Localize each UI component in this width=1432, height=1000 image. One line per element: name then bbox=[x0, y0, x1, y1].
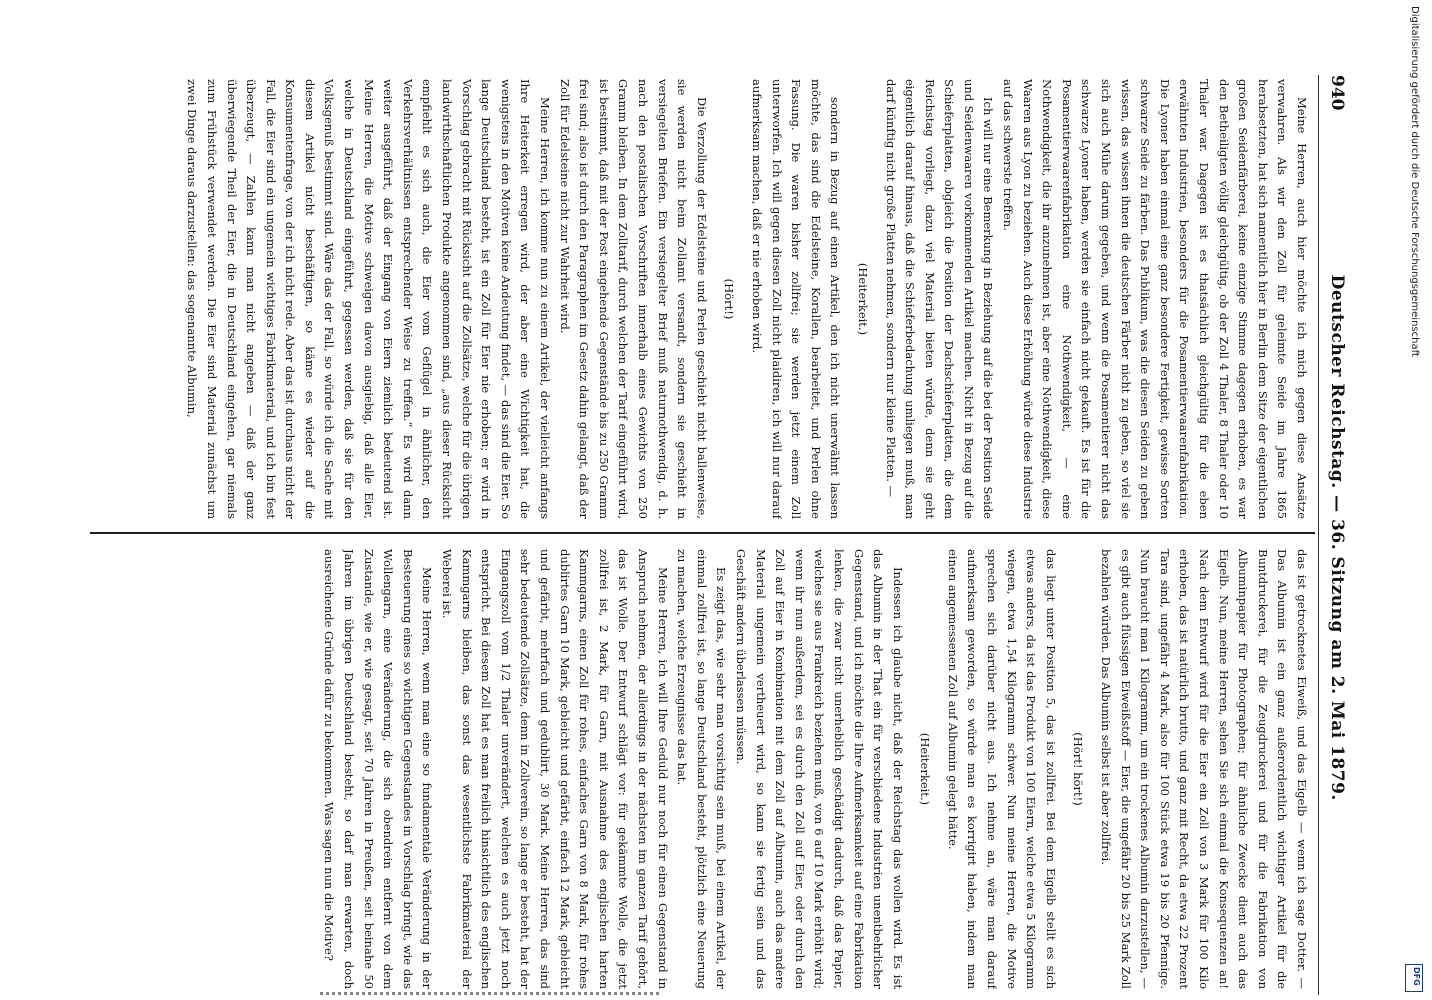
left-column bbox=[89, 79, 1311, 519]
column-divider bbox=[90, 532, 1315, 534]
paragraph: Indessen ich glaube nicht, daß der Reichstag das wollen wird. Es ist das Albumin in der That ein für verschiedene Industrien unentbehrlicher Gegenstand, und ich möchte die Ihre Aufmerksamkeit auf eine Fabrikation lenken, die zwar nicht unerheblich geschädigt dadurch, daß das Papier, welches sie aus Frankreich beziehen muß, von 6 auf 10 Mark erhöht wird; wenn ihr nun außerdem, sei es durch den Zoll auf Eier, oder durch den Zoll auf Eier in Kombination mit dem Zoll auf Albumin, auch das andere Material ungemein vertheuert wird, so kann sie fertig sein und das Geschäft andern überlassen müssen. bbox=[733, 549, 905, 989]
rotated-document-page bbox=[85, 75, 1355, 995]
dfg-logo-text: DFG bbox=[1412, 967, 1421, 986]
page-header bbox=[1318, 75, 1355, 995]
paragraph: Meine Herren, ich komme nun zu einem Artikel, der vielleicht anfangs Ihre Heiterkeit erregen wird, der aber eine Wichtigkeit hat, die wenigstens in den Motiven keine Andeutung findet, — das sind die Eier. So lange Deutschland besteht, ist ein Zoll für Eier nie erhoben; er wird in Vorschlag gebracht mit Rücksicht auf die Zollsätze, welche für die übrigen landwirthschaftlichen Produkte angenommen sind, „aus dieser Rücksicht empfiehlt es sich auch, die Eier vom Geflügel in ähnlicher, den Verkehrsverhältnissen entsprechender Weise zu treffen.“ Es wird dann weiter ausgeführt, daß der Eingang von Eiern ziemlich bedeutend ist. Meine Herren, die Motive schweigen davon ausgiebig, daß alle Eier, welche in Deutschland eingeführt, gegessen werden, daß sie für den Volksgenuß bestimmt sind. Wäre das der Fall, so würde ich die Sache mit diesem Artikel nicht beschäftigen, so käme es wieder auf die Konsumentenfrage, von der ich nicht rede. Aber das ist durchaus nicht der Fall, die Eier sind ein ungemein wichtiges Fabrikmaterial, und ich bin fest überzeugt, — Zahlen kann man nicht angeben — daß der ganz überwiegende Theil der Eier, die in Deutschland eingehen, gar niemals zum Frühstück verwendet werden. Die Eier sind Material zunächst um zwei Dinge daraus darzustellen: das sogenannte Albumin, bbox=[185, 79, 553, 519]
interjection: (Hört!) bbox=[722, 278, 737, 320]
paragraph: sondern in Bezug auf einen Artikel, den ich nicht unerwähnt lassen möchte, das sind die Edelsteine, Korallen, bearbeitet, und Perlen ohne Fassung. Die waren bisher zollfrei; sie werden jetzt einem Zoll unterworfen. Ich will gegen diesen Zoll nicht plaidiren, ich will nur darauf aufmerksam machen, daß er nie erhoben wird. bbox=[749, 79, 843, 519]
paragraph: das liegt unter Position 5, das ist zollfrei. Bei dem Eigelb stellt es sich etwas anders, da ist das Produkt von 100 Eiern, welche etwa 5 Kilogramm wiegen, etwa 1,54 Kilogramm schwer. Nun meine Herren, die Motive sprechen sich darüber nicht aus. Ich nehme an, wäre man darauf aufmerksam geworden, so würde man es korrigirt haben, indem man einen angemessenen Zoll auf Albumin gelegt hätte. bbox=[945, 549, 1058, 989]
paragraph: Meine Herren, wenn man eine so fundamentale Veränderung in der Besteuerung eines so wichtigen Gegenstandes in Vorschlag bringt, wie das Wollengarn, eine Veränderung, die sich obendrein entfernt von dem Zustande, wie er, wie gesagt, seit 70 Jahren in Preußen, seit beinahe 50 Jahren im übrigen Deutschland besteht, so darf man erwarten, doch ausreichende Gründe dafür zu bekommen. Was sagen nun die Motive? bbox=[322, 549, 435, 989]
paragraph: das ist getrocknetes Eiweiß, und das Eigelb — wenn ich sage Dotter. — Das Albumin ist ein ganz außerordentlich wichtiger Artikel für die Buntdruckerei, für die Zeugdruckerei und für die Fabrikation von Albuminpapier für Photographen; für ähnliche Zwecke dient auch das Eigelb. Nun, meine Herren, sehen Sie sich einmal die Konsequenzen an! Nach dem Entwurf wird für die Eier ein Zoll von 3 Mark für 100 Kilo erhoben, das ist natürlich brutto, und ganz mit Recht, da etwa 22 Prozent Tara sind, ungefähr 4 Mark, also für 100 Stück etwa 19 bis 20 Pfennige. Nun braucht man 1 Kilogramm, um ein trockenes Albumin darzustellen, — es gibt auch flüssigen Eiweißstoff — Eier, die ungefähr 20 bis 25 Mark Zoll bezahlen würden. Das Albumin selbst ist aber zollfrei. bbox=[1099, 549, 1309, 989]
interjection: (Hört! hört!) bbox=[1071, 732, 1086, 806]
digitization-note: Digitalisierung gefördert durch die Deutsche Forschungsgemeinschaft bbox=[1409, 6, 1420, 357]
paragraph: Ich will nur eine Bemerkung in Beziehung auf die bei der Position Seide und Seidenwaaren vorkommenden Artikel machen. Nicht in Bezug auf die Schieferplatten, obgleich die Position der Dachschieferplatten, die dem Reichstag vorliegt, dazu viel Material bieten würde, denn sie geht eigentlich darauf hinaus, daß die Schieferbedachung umliegen muß, man darf künftig nicht große Platten nehmen, sondern nur kleine Platten. — bbox=[883, 79, 996, 519]
interjection: (Heiterkeit.) bbox=[918, 732, 933, 806]
page-title: Deutscher Reichstag. — 36. Sitzung am 2. Mai 1879. bbox=[1327, 274, 1347, 801]
scan-edge-artifact bbox=[320, 992, 660, 995]
paragraph: Meine Herren, auch hier möchte ich mich gegen diese Ansätze verwahren. Als wir den Zoll für geleimte Seide im Jahre 1865 herabsetzten, hat sich namentlich hier in Berlin dem Sitze der eigentlichen großen Seidenfärberei, keine einzige Stimme dagegen erhoben, es war den Betheiligten völlig gleichgültig, ob der Zoll 4 Thaler, 8 Thaler oder 10 Thaler war. Dagegen ist es thatsächlich gleichgültig für die eben erwähnten Industrien, besonders für die Posamentierwaarenfabrikation. Die Lyoner haben einmal eine ganz besondere Fertigkeit, gewisse Sorten schwarze Seide zu färben. Das Publikum, was die diesen Seiden zu geben wissen, das wissen ihnen die deutschen Färber nicht zu geben, so viel sie sich auch Mühe darum gegeben, und wenn die Posamentierer nicht das schwarze Lyoner haben, werden sie einfach nicht gekauft. Es ist für die Posamentierwaarenfabrikation eine Nothwendigkeit, — eine Nothwendigkeit, die ihr anzunehmen ist, aber eine Nothwendigkeit, diese Waaren aus Lyon zu beziehen. Auch diese Erhöhung würde diese Industrie auf das schwerste treffen. bbox=[1001, 79, 1309, 519]
paragraph: Die Verzollung der Edelsteine und Perlen geschieht nicht ballenweise, sie werden nicht beim Zollamt versandt, sondern sie geschieht in versiegelten Briefen. Ein versiegelter Brief muß naturnothwendig, d. h. nach den postalischen Vorschriften innerhalb eines Gewichts von 250 Gramm bleiben. In dem Zolltarif, durch welchen der Tarif eingeführt wird, ist bestimmt, daß mit der Post eingehende Gegenstände bis zu 250 Gramm frei sind; also ist durch den Paragraphen im Gesetz dahin gelangt, daß der Zoll für Edelsteine nicht zur Wahrheit wird. bbox=[557, 79, 709, 519]
interjection: (Heiterkeit.) bbox=[855, 262, 870, 336]
paragraph: Meine Herren, ich will Ihre Geduld nur noch für einen Gegenstand in Anspruch nehmen, der allerdings in der nächsten im ganzen Tarif gehört, das ist Wolle. Der Entwurf schlägt vor: für gekämmte Wolle, die jetzt zollfrei ist, 2 Mark, für Garn, mit Ausnahme des englischen harten Kammgarns, einen Zoll für rohes, einfaches Garn von 8 Mark, für rohes dublirtes Garn 10 Mark, gebleicht und gefärbt, einfach 12 Mark, gebleicht und gefärbt, mehrfach und gedublirt, 30 Mark. Meine Herren, das sind sehr bedeutende Zollsätze, denn in Zollverein, so lange er besteht, hat der Eingangszoll vom 1/2 Thaler unverändert, welchen es auch jetzt noch entspricht. Bei diesem Zoll hat es man freilich hinsichtlich des englischen Kammgarns bleiben, das sonst das wesentlichste Fabrikmaterial der Weberei ist. bbox=[440, 549, 670, 989]
dfg-logo bbox=[1405, 964, 1423, 992]
right-column bbox=[89, 549, 1311, 989]
paragraph: Es zeigt das, wie sehr man vorsichtig sein muß, bei einem Artikel, der einmal zollfrei ist, so lange Deutschland besteht, plötzlich eine Neuerung zu machen, welche Erzeugnisse das hat. bbox=[675, 549, 729, 989]
page-number: 940 bbox=[1327, 75, 1347, 111]
